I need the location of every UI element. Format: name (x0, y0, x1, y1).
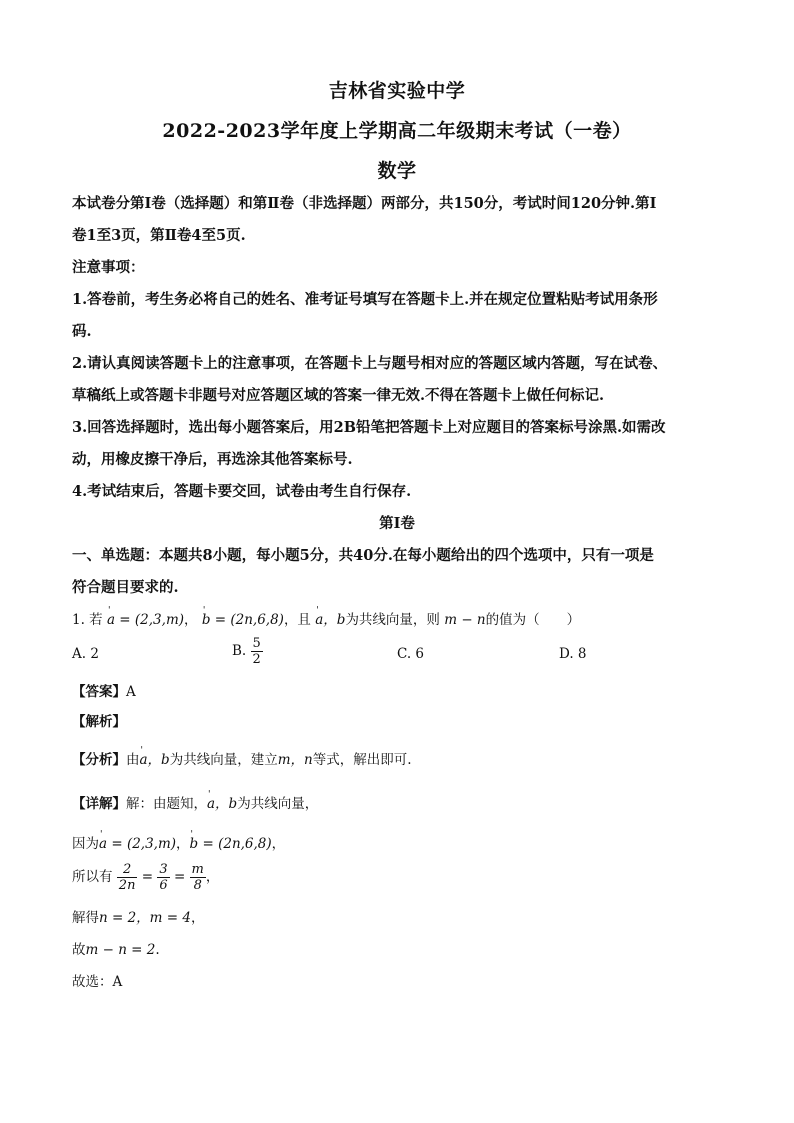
q1-end: 的值为（ ） (485, 612, 581, 628)
fenxi-mid: 为共线向量，建立 (169, 752, 278, 768)
fraction-3-num: m (191, 862, 204, 877)
fraction-2-den: 6 (159, 878, 168, 893)
choose-line: 故选：A (72, 974, 123, 990)
notes-heading: 注意事项： (72, 259, 145, 276)
exam-title: 2022-2023学年度上学期高二年级期末考试（一卷） (162, 120, 632, 142)
fenxi-vectors: ' a，b (140, 750, 170, 770)
note-3b: 动，用橡皮擦干净后，再选涂其他答案标号. (72, 451, 353, 468)
note-3a: 3.回答选择题时，选出每小题答案后，用2B铅笔把答题卡上对应题目的答案标号涂黑.如需改 (72, 419, 666, 436)
solve-pre: 解得 (72, 910, 99, 926)
solve-line (72, 908, 722, 928)
detail-end: 为共线向量， (237, 796, 319, 812)
detail-label: 【详解】 (72, 796, 126, 812)
hence-line (72, 940, 722, 960)
option-c: C. 6 (397, 646, 425, 662)
section-heading-b: 符合题目要求的. (72, 579, 179, 596)
option-d: D. 8 (559, 646, 587, 662)
vector-b: ' b = (2n,6,8) (202, 610, 284, 630)
fraction-1 (117, 862, 138, 893)
so-end: ， (205, 869, 220, 885)
answer-label: 【答案】 (72, 684, 126, 700)
answer-value: A (126, 684, 136, 700)
vectors-ab: ' a，b (315, 610, 345, 630)
vector-a: ' a = (2,3,m) (107, 610, 184, 630)
fenxi-label: 【分析】 (72, 752, 126, 768)
fraction-1-den: 2n (118, 878, 136, 893)
because-line (72, 834, 722, 854)
fraction-2-num: 3 (159, 862, 168, 877)
option-b-denominator: 2 (252, 652, 261, 667)
note-2b: 草稿纸上或答题卡非题号对应答题区域的答案一律无效.不得在答题卡上做任何标记. (72, 387, 605, 404)
because-end: ， (271, 836, 286, 852)
hence-pre: 故 (72, 942, 86, 958)
option-b (232, 636, 263, 667)
fraction-3 (190, 862, 206, 893)
intro-line-1: 本试卷分第Ⅰ卷（选择题）和第Ⅱ卷（非选择题）两部分，共150分，考试时间120分钟.第Ⅰ (72, 195, 657, 212)
fenxi-end: 等式，解出即可. (312, 752, 412, 768)
q1-mid: ，且 (283, 612, 311, 628)
question-number: 1. 若 (72, 612, 103, 628)
school-name: 吉林省实验中学 (328, 80, 466, 102)
fraction-1-num: 2 (117, 862, 138, 878)
solve-expr: n = 2，m = 4 (99, 910, 191, 926)
option-a: A. 2 (72, 646, 99, 662)
section-heading-a: 一、单选题：本题共8小题，每小题5分，共40分.在每小题给出的四个选项中，只有一项是 (72, 547, 654, 564)
q1-comma: ， (184, 612, 198, 628)
hence-expr: m − n = 2 (85, 942, 156, 958)
option-b-fraction (251, 636, 263, 667)
question-1 (72, 610, 722, 630)
option-b-numerator: 5 (252, 636, 261, 651)
part-1-title: 第Ⅰ卷 (379, 515, 415, 532)
note-1b: 码. (72, 323, 92, 340)
detail-line (72, 794, 722, 814)
fenxi-pre: 由 (126, 752, 140, 768)
because-pre: 因为 (72, 836, 99, 852)
note-4: 4.考试结束后，答题卡要交回，试卷由考生自行保存. (72, 483, 412, 500)
analysis-label: 【解析】 (72, 714, 126, 730)
q1-tail: 为共线向量，则 (345, 612, 440, 628)
q1-expr: m − n (444, 612, 486, 628)
fraction-3-den: 8 (193, 878, 202, 893)
analysis-heading (72, 712, 722, 732)
answer-line (72, 682, 722, 702)
because-vector-b: ' b = (2n,6,8) (190, 834, 272, 854)
intro-line-2: 卷1至3页，第Ⅱ卷4至5页. (72, 227, 246, 244)
note-1a: 1.答卷前，考生务必将自己的姓名、准考证号填写在答题卡上.并在规定位置粘贴考试用条形 (72, 291, 658, 308)
so-line (72, 862, 722, 893)
option-b-label: B. (232, 643, 247, 659)
so-pre: 所以有 (72, 869, 113, 885)
equals-2: = (173, 869, 186, 885)
equals-1: = (141, 869, 154, 885)
solve-end: ， (190, 910, 205, 926)
fraction-2 (157, 862, 169, 893)
subject-title: 数学 (377, 160, 417, 182)
fenxi-mn: m，n (277, 752, 313, 768)
because-vector-a: ' a = (2,3,m) (99, 834, 176, 854)
detail-vectors: ' a，b (207, 794, 237, 814)
detail-pre: 解：由题知， (126, 796, 207, 812)
hence-end: . (155, 942, 160, 958)
fenxi-line (72, 750, 722, 770)
because-comma: ， (176, 836, 190, 852)
note-2a: 2.请认真阅读答题卡上的注意事项，在答题卡上与题号相对应的答题区域内答题，写在试卷、 (72, 355, 668, 372)
